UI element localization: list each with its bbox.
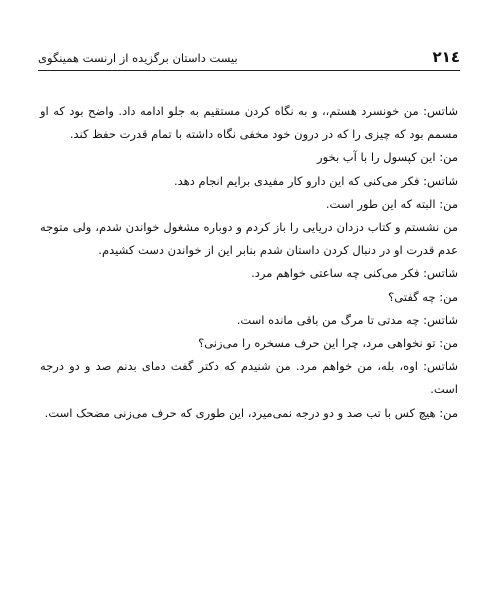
- paragraph: من: چه گفتی؟: [388, 289, 458, 304]
- paragraph: من نشستم و کتاب دزدان دریایی را باز کردم و دوباره مشغول خواندن شدم، ولی متوجه عدم قدرت او در دنبال کردن داستان شدم بنابر این از خواندن دست کشیدم.: [40, 220, 458, 258]
- paragraph: من: این کپسول را با آب بخور: [317, 150, 458, 165]
- paragraph: من: البته که این طور است.: [325, 196, 458, 211]
- page-header: [38, 44, 460, 71]
- paragraph: من: تو نخواهی مرد، چرا این حرف مسخره را می‌زنی؟: [198, 336, 458, 351]
- paragraph: شاتس: من خونسرد هستم،، و به نگاه کردن مستقیم به جلو ادامه داد. واضح بود که او مسمم بود که چیزی را که در درون خود مخفی نگاه داشته با تمام قدرت حفظ کند.: [40, 104, 458, 142]
- paragraph: من: هیچ کس با تب صد و دو درجه نمی‌میرد، این طوری که حرف می‌زنی مضحک است.: [44, 405, 458, 420]
- paragraph: شاتس: چه مدتی تا مرگ من باقی مانده است.: [236, 312, 458, 327]
- paragraph: شاتس: فکر می‌کنی که این دارو کار مفیدی برایم انجام دهد.: [173, 173, 458, 188]
- page-number: ۲۱٤: [432, 48, 460, 66]
- running-title: بیست داستان برگزیده از ارنست همینگوی: [38, 51, 238, 65]
- body-text: [40, 100, 458, 425]
- paragraph: شاتس: فکر می‌کنی چه ساعتی خواهم مرد.: [251, 266, 458, 281]
- paragraph: شاتس: اوه، بله، من خواهم مرد. من شنیدم که دکتر گفت دمای بدنم صد و دو درجه است.: [40, 359, 458, 397]
